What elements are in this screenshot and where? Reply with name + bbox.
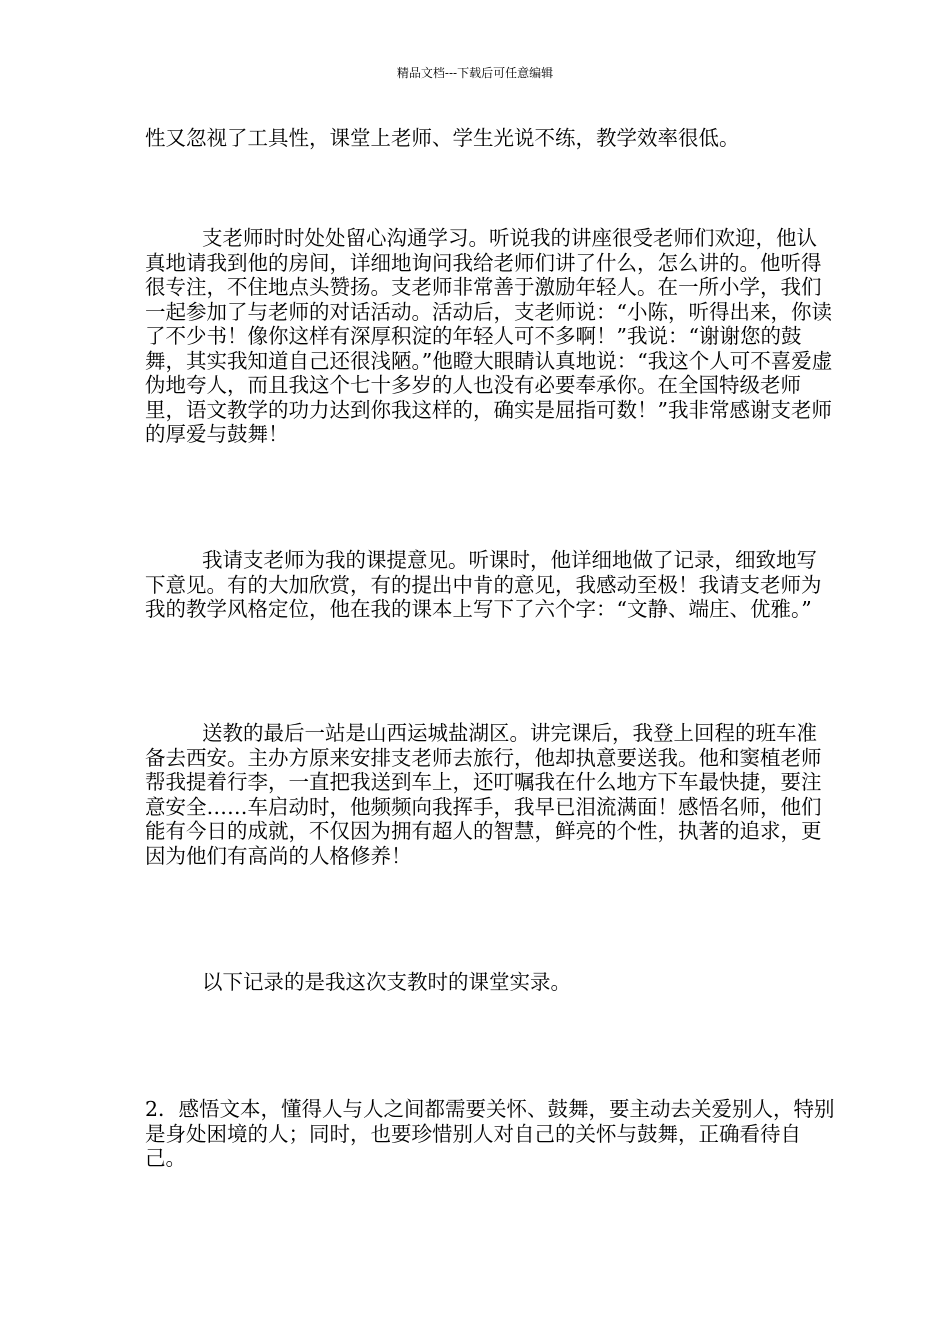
paragraph: 我请支老师为我的课提意见。听课时，他详细地做了记录，细致地写下意见。有的大加欣赏，有的提出中肯的意见，我感动至极！我请支老师为我的教学风格定位，他在我的课本上写下了六个字：“文静、端庄、优雅。”	[145, 548, 822, 621]
numbered-paragraph: 2．感悟文本，懂得人与人之间都需要关怀、鼓舞，要主动去关爱别人，特别是身处困境的人；同时，也要珍惜别人对自己的关怀与鼓舞，正确看待自己。	[145, 1097, 835, 1170]
paragraph: 以下记录的是我这次支教时的课堂实录。	[202, 970, 571, 994]
paragraph: 支老师时时处处留心沟通学习。听说我的讲座很受老师们欢迎，他认真地请我到他的房间，详细地询问我给老师们讲了什么，怎么讲的。他听得很专注，不住地点头赞扬。支老师非常善于激励年轻人。在一所小学，我们一起参加了与老师的对话活动。活动后，支老师说：“小陈，听得出来，你读了不少书！像你这样有深厚积淀的年轻人可不多啊！”我说：“谢谢您的鼓舞，其实我知道自己还很浅陋。”他瞪大眼睛认真地说：“我这个人可不喜爱虚伪地夸人，而且我这个七十多岁的人也没有必要奉承你。在全国特级老师里，语文教学的功力达到你我这样的，确实是屈指可数！”我非常感谢支老师的厚爱与鼓舞！	[145, 226, 833, 446]
paragraph-continuation: 性又忽视了工具性，课堂上老师、学生光说不练，教学效率很低。	[145, 126, 740, 150]
paragraph: 送教的最后一站是山西运城盐湖区。讲完课后，我登上回程的班车准备去西安。主办方原来安排支老师去旅行，他却执意要送我。他和窦植老师帮我提着行李，一直把我送到车上，还叮嘱我在什么地方下车最快捷，要注意安全……车启动时，他频频向我挥手，我早已泪流满面！感悟名师，他们能有今日的成就，不仅因为拥有超人的智慧，鲜亮的个性，执著的追求，更因为他们有高尚的人格修养！	[145, 721, 822, 868]
page-header: 精品文档---下载后可任意编辑	[396, 66, 554, 80]
